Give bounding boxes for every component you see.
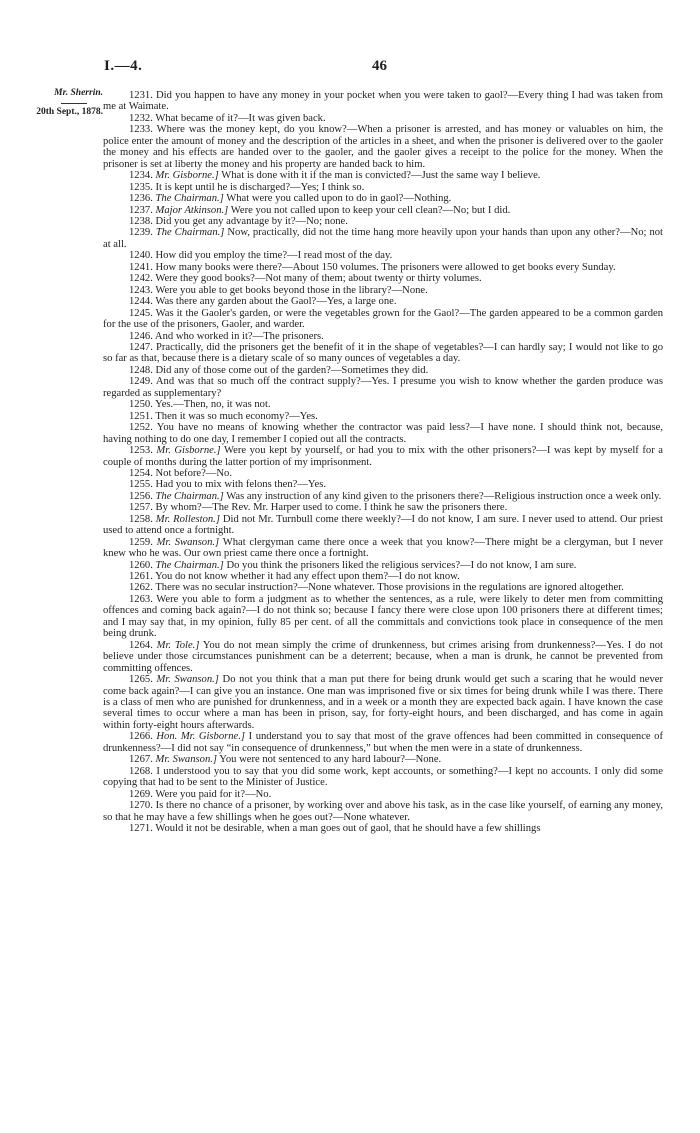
question-number: 1242.: [129, 273, 153, 285]
witness-name: Mr. Sherrin.: [54, 88, 103, 98]
question-answer-text: Not before?—No.: [155, 467, 232, 479]
question-answer-text: You do not mean simply the crime of drunkenness, but crimes arising from drunkenness?—Yes. I do not believe under those circumstances punishment can be a deterrent; because, when a man is drunk, he cannot be prevented from committing offences.: [103, 639, 663, 674]
question-answer-text: Were you not called upon to keep your cell clean?—No; but I did.: [230, 204, 511, 216]
testimony-paragraph: [103, 399, 663, 410]
question-number: 1260.: [129, 559, 153, 571]
speaker-name: Mr. Swanson.]: [156, 536, 220, 548]
question-number: 1258.: [129, 513, 153, 525]
testimony-paragraph: [103, 560, 663, 571]
question-number: 1245.: [129, 307, 153, 319]
testimony-paragraph: [103, 479, 663, 490]
question-answer-text: Yes.—Then, no, it was not.: [155, 399, 271, 411]
question-number: 1262.: [129, 582, 153, 594]
question-answer-text: Do not you think that a man put there for being drunk would get such a scaring that he would never come back again?—I can give you an instance. One man was imprisoned five or six times for being drunk while I was there. There is a class of men who are punished for drunkenness, and in a week or a month they are expected back again. I have known the case several times to occur where a man has been in prison, say, for forty-eight hours, and been discharged, and has come in again within forty-eight hours afterwards.: [103, 674, 663, 731]
question-number: 1252.: [129, 422, 153, 434]
question-answer-text: Did you happen to have any money in your pocket when you were taken to gaol?—Every thing I had was taken from me at Waimate.: [103, 90, 664, 113]
testimony-paragraph: [103, 376, 663, 399]
question-number: 1269.: [129, 788, 153, 800]
question-answer-text: I understand you to say that most of the grave offences had been committed in consequence of drunkenness?—I did not say “in consequence of drunkenness,” but when the men were in a state of drunkenness.: [103, 731, 663, 754]
testimony-paragraph: [103, 514, 663, 537]
speaker-name: Mr. Gisborne.]: [156, 445, 221, 457]
testimony-paragraph: [103, 193, 663, 204]
question-answer-text: Was it the Gaoler's garden, or were the vegetables grown for the Gaol?—The garden appeared to be a common garden for the use of the prisoners, Gaoler, and warder.: [103, 307, 663, 331]
question-number: 1267.: [129, 754, 153, 766]
question-answer-text: Did you get any advantage by it?—No; none.: [155, 215, 348, 227]
speaker-name: Mr. Tole.]: [156, 639, 200, 651]
testimony-paragraph: [103, 640, 663, 674]
question-number: 1266.: [129, 731, 153, 743]
question-answer-text: Is there no chance of a prisoner, by working over and above his task, as in the case like yourself, of earning any money, so that he may have a few shillings when he goes out?—None whatever.: [103, 800, 663, 823]
question-number: 1236.: [129, 193, 153, 205]
question-number: 1246.: [129, 330, 153, 342]
question-answer-text: How did you employ the time?—I read most of the day.: [155, 250, 393, 262]
question-number: 1255.: [129, 479, 153, 491]
speaker-name: The Chairman.]: [155, 193, 224, 205]
question-number: 1271.: [129, 823, 153, 834]
question-answer-text: You were not sentenced to any hard labour?—None.: [219, 754, 442, 766]
question-answer-text: Were you kept by yourself, or had you to mix with the other prisoners?—I was kept by myself for a couple of months during the latter portion of my imprisonment.: [103, 445, 663, 468]
question-answer-text: And who worked in it?—The prisoners.: [154, 330, 324, 342]
question-number: 1261.: [129, 571, 153, 583]
document-reference: I.—4.: [104, 58, 143, 74]
question-number: 1263.: [129, 593, 153, 605]
testimony-body: [103, 90, 663, 834]
question-number: 1237.: [129, 204, 153, 216]
testimony-paragraph: [103, 571, 663, 582]
question-number: 1256.: [129, 490, 153, 502]
question-number: 1248.: [129, 364, 153, 376]
question-number: 1265.: [129, 674, 153, 686]
question-number: 1250.: [129, 399, 153, 411]
question-answer-text: And was that so much off the contract supply?—Yes. I presume you wish to know whether the garden produce was regarded as supplementary?: [103, 376, 663, 399]
question-answer-text: Did not Mr. Turnbull come there weekly?—I do not know, I am sure. I never used to attend. Our priest used to attend once a fortnight.: [103, 513, 663, 537]
question-answer-text: Had you to mix with felons then?—Yes.: [155, 479, 326, 491]
question-number: 1238.: [129, 215, 153, 227]
testimony-paragraph: [103, 582, 663, 593]
question-number: 1249.: [129, 376, 153, 388]
margin-note: [18, 88, 103, 118]
question-answer-text: Was there any garden about the Gaol?—Yes, a large one.: [155, 296, 397, 308]
question-answer-text: Practically, did the prisoners get the benefit of it in the shape of vegetables?—I can hardly say; I would not like to go so far as that, because there is a dietary scale of so many ounces of vegetables a day.: [103, 341, 663, 365]
question-answer-text: You have no means of knowing whether the contractor was paid less?—I have none. I should think not, because, having nothing to do one day, I remember I copied out all the contracts.: [103, 422, 663, 445]
testimony-paragraph: [103, 445, 663, 468]
question-number: 1268.: [129, 765, 153, 777]
testimony-paragraph: [103, 182, 663, 193]
testimony-paragraph: [103, 216, 663, 227]
question-answer-text: Now, practically, did not the time hang more heavily upon your hands than upon any other?—No; not at all.: [103, 227, 663, 250]
testimony-paragraph: [103, 90, 663, 113]
testimony-paragraph: [103, 502, 663, 513]
speaker-name: Mr. Swanson.]: [156, 674, 219, 686]
question-answer-text: Did any of those come out of the garden?—Sometimes they did.: [155, 364, 429, 376]
testimony-paragraph: [103, 731, 663, 754]
testimony-paragraph: [103, 537, 663, 560]
speaker-name: The Chairman.]: [155, 559, 224, 571]
testimony-paragraph: [103, 227, 663, 250]
question-answer-text: Would it not be desirable, when a man goes out of gaol, that he should have a few shillings: [155, 823, 541, 834]
question-answer-text: Then it was so much economy?—Yes.: [155, 410, 318, 422]
testimony-paragraph: [103, 789, 663, 800]
testimony-paragraph: [103, 273, 663, 284]
question-answer-text: Were you able to form a judgment as to whether the sentences, as a rule, were likely to deter men from committing offences and coming back again?—I do not think so; because I fancy there were close upon 100 prisoners there at different times; and I may say that, in my opinion, fully 85 per cent. of all the committals and convictions took place in consequence of the men being drunk.: [103, 593, 663, 640]
question-number: 1244.: [129, 296, 153, 308]
testimony-paragraph: [103, 285, 663, 296]
testimony-paragraph: [103, 365, 663, 376]
question-number: 1240.: [129, 250, 153, 262]
testimony-paragraph: [103, 491, 663, 502]
question-answer-text: What became of it?—It was given back.: [155, 112, 326, 124]
testimony-paragraph: [103, 800, 663, 823]
question-number: 1254.: [129, 467, 153, 479]
question-answer-text: Were you paid for it?—No.: [155, 788, 272, 800]
question-answer-text: Was any instruction of any kind given to the prisoners there?—Religious instruction once a week only.: [226, 490, 662, 502]
margin-rule: [61, 103, 87, 104]
speaker-name: Mr. Gisborne.]: [155, 170, 219, 182]
speaker-name: Mr. Rolleston.]: [155, 513, 220, 525]
question-number: 1234.: [129, 170, 153, 182]
speaker-name: The Chairman.]: [155, 490, 224, 502]
testimony-paragraph: [103, 342, 663, 365]
question-number: 1270.: [129, 800, 153, 812]
question-number: 1231.: [129, 90, 153, 101]
speaker-name: Hon. Mr. Gisborne.]: [156, 731, 246, 743]
speaker-name: Major Atkinson.]: [155, 204, 229, 216]
hearing-date: 20th Sept., 1878.: [36, 107, 103, 117]
testimony-paragraph: [103, 250, 663, 261]
speaker-name: Mr. Swanson.]: [155, 754, 218, 766]
testimony-paragraph: [103, 296, 663, 307]
testimony-paragraph: [103, 411, 663, 422]
question-answer-text: What were you called upon to do in gaol?—Nothing.: [226, 193, 452, 205]
testimony-paragraph: [103, 124, 663, 170]
question-answer-text: I understood you to say that you did some work, kept accounts, or something?—I kept no accounts. I only did some copying that had to be sent to the Minister of Justice.: [103, 765, 663, 789]
question-answer-text: There was no secular instruction?—None whatever. Those provisions in the regulations are ignored altogether.: [155, 582, 624, 594]
question-number: 1253.: [129, 445, 153, 457]
question-number: 1264.: [129, 639, 153, 651]
testimony-paragraph: [103, 205, 663, 216]
testimony-paragraph: [103, 170, 663, 181]
question-number: 1233.: [129, 124, 153, 136]
testimony-paragraph: [103, 468, 663, 479]
testimony-paragraph: [103, 823, 663, 834]
question-answer-text: You do not know whether it had any effect upon them?—I do not know.: [155, 571, 460, 583]
testimony-paragraph: [103, 674, 663, 731]
testimony-paragraph: [103, 754, 663, 765]
question-number: 1247.: [129, 341, 153, 353]
question-number: 1243.: [129, 284, 153, 296]
question-answer-text: How many books were there?—About 150 volumes. The prisoners were allowed to get books every Sunday.: [155, 261, 616, 273]
question-number: 1235.: [129, 181, 153, 193]
question-number: 1259.: [129, 536, 153, 548]
testimony-paragraph: [103, 766, 663, 789]
page-number: 46: [372, 58, 387, 74]
question-number: 1232.: [129, 112, 153, 124]
testimony-paragraph: [103, 308, 663, 331]
testimony-paragraph: [103, 262, 663, 273]
question-answer-text: What clergyman came there once a week that you know?—There might be a clergyman, but I never knew who he was. Our own priest came there once a fortnight.: [103, 536, 663, 560]
question-answer-text: Were they good books?—Not many of them; about twenty or thirty volumes.: [155, 273, 482, 285]
question-answer-text: Do you think the prisoners liked the religious services?—I do not know, I am sure.: [226, 559, 577, 571]
question-number: 1257.: [129, 502, 153, 514]
testimony-paragraph: [103, 422, 663, 445]
testimony-paragraph: [103, 594, 663, 640]
question-answer-text: It is kept until he is discharged?—Yes; I think so.: [155, 181, 365, 193]
question-answer-text: Where was the money kept, do you know?—When a prisoner is arrested, and has money or valuables on him, the police enter the amount of money and the description of the articles in a sheet, and when the prisoner is delivered over to the gaoler the money and his effects are handed over to the gaoler, and the gaoler gives a receipt to the police for the money. When the prisoner is set at liberty the money and his property are handed back to him.: [103, 124, 663, 170]
question-answer-text: Were you able to get books beyond those in the library?—None.: [155, 284, 428, 296]
question-number: 1241.: [129, 261, 153, 273]
question-answer-text: What is done with it if the man is convicted?—Just the same way I believe.: [221, 170, 541, 182]
question-number: 1239.: [129, 227, 153, 239]
speaker-name: The Chairman.]: [155, 227, 225, 239]
question-number: 1251.: [129, 410, 153, 422]
testimony-paragraph: [103, 331, 663, 342]
testimony-paragraph: [103, 113, 663, 124]
question-answer-text: By whom?—The Rev. Mr. Harper used to come. I think he saw the prisoners there.: [155, 502, 508, 514]
